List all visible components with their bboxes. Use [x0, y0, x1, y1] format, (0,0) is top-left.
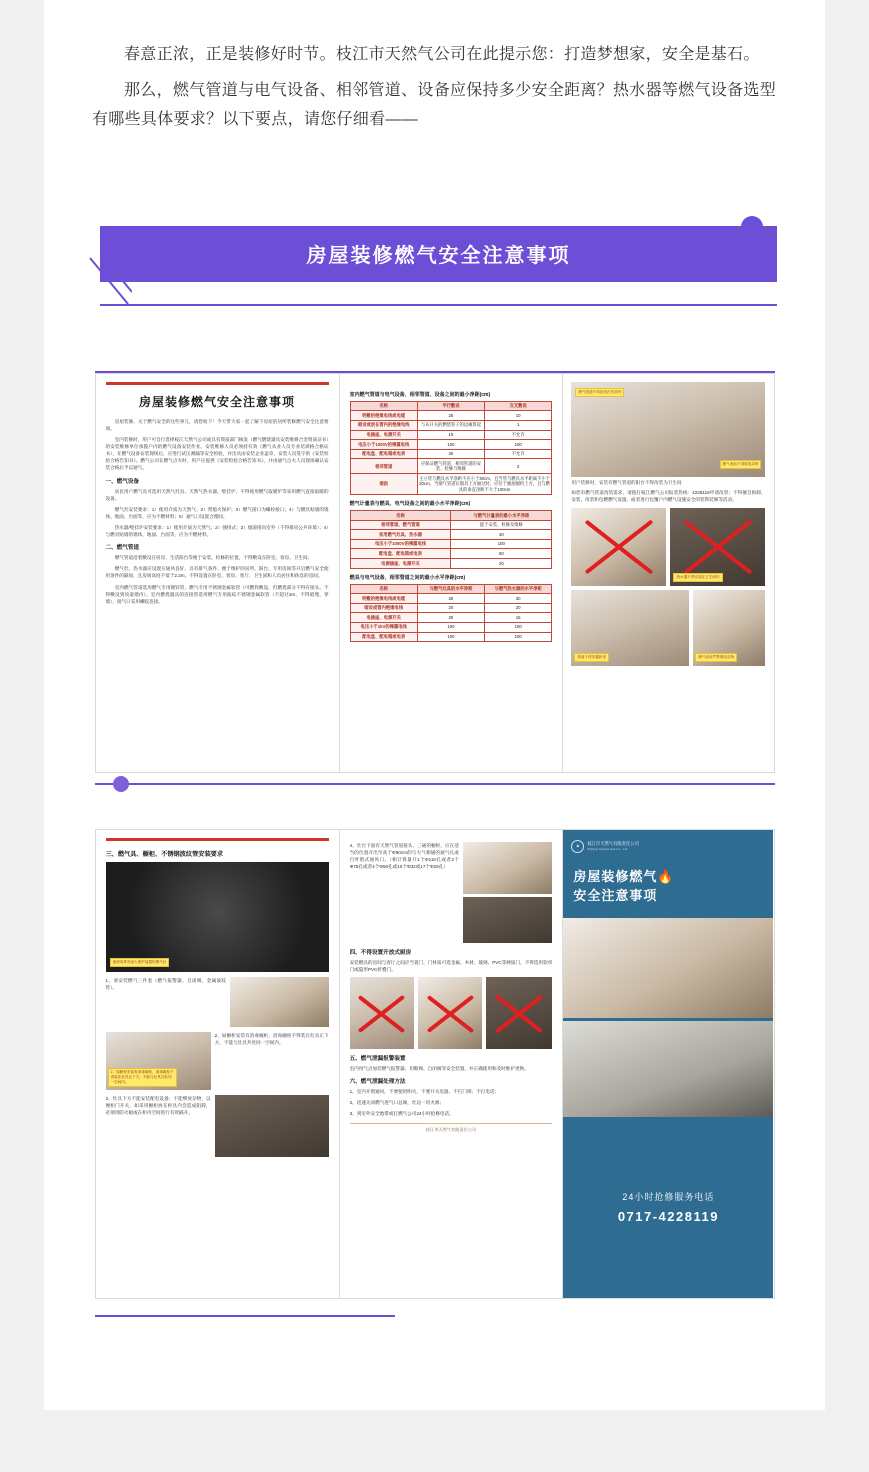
poster-section-heading: 二、燃气管道 [105, 545, 140, 552]
photo-vent-hole-1 [463, 842, 552, 894]
table-cell: 电压小于1000V的裸露电线 [350, 440, 417, 450]
table-cell: 暗设或放在管内的绝缘电线 [350, 420, 417, 430]
table-row [350, 440, 552, 450]
poster-item-text: 4、灶台下面有天然气管道接头、三通的橱柜，应在适当的位置开出至高于Φ90cm的与大气相通的通气孔或百叶窗式通风口。（相计算量开1个Φ110孔或者2个Φ75孔或者4个Φ50孔或10个Φ32或17个Φ25孔） [349, 842, 459, 870]
table-cell: 20 [485, 603, 552, 613]
table-cell: 明敷的绝缘电线或电缆 [350, 411, 417, 421]
brand-title [563, 857, 773, 918]
poster-bottom-column-text [340, 830, 564, 1298]
table-cell: 配电盘、配电箱或电表 [350, 549, 451, 559]
poster-top-column-tables [340, 374, 564, 772]
table-distances-pipe [350, 401, 553, 495]
table1-header-cell: 平行敷设 [417, 401, 484, 411]
poster-divider [95, 773, 775, 795]
poster-area [95, 371, 775, 1317]
flame-accent-icon: 🔥 [657, 868, 675, 884]
table-row [350, 559, 552, 569]
table-cell: 25 [417, 411, 484, 421]
brand-title-line2: 安全注意事项 [573, 888, 658, 904]
photo-tag: 燃气管道不得封闭在吊顶内 [575, 388, 624, 397]
table1-caption: 室内燃气管道与电气设备、相邻管道、设备之间的最小净距(cm) [349, 391, 491, 398]
table-cell: 主立管与燃具水平净距不应小于30cm，且当管与燃具水平距离不小于20cm，当烟气管道在烟具上方通过时，应位于抽油烟机上方，且与燃具的垂直净距不大于100cm [417, 474, 552, 495]
poster-top-column-text [96, 374, 340, 772]
table-cell: 暗设或管内绝缘电线 [350, 603, 417, 613]
company-logo [571, 840, 765, 853]
photo-kitchen-fridge [563, 1021, 773, 1117]
table-row [350, 549, 552, 559]
forbidden-cross-icon [571, 508, 666, 586]
banner-slash-decoration [88, 256, 132, 308]
article-sheet [44, 0, 825, 1410]
table-cell: 30 [417, 449, 484, 459]
intro-section [44, 0, 825, 171]
table-cell: 100 [451, 539, 552, 549]
table-row [350, 420, 552, 430]
photo-tag: 2、如橱柜安装有消毒碗柜，消毒碗柜不得装在灶具正下方，不能与灶具共处同一空间内。 [108, 1068, 177, 1087]
table3-header-cell: 与燃气热水器的水平净距 [485, 584, 552, 594]
photo-tag: 燃气表前严禁堆放杂物 [695, 653, 737, 662]
poster-para: 居民用户燃气具可选用天然气灶具、天然气热水器、壁挂炉，不得使用燃气取暖炉等采用燃气直接取暖的设备。 [105, 488, 329, 501]
poster-top-column-photos [563, 374, 773, 772]
photo-caption-text: 如您有燃气管道改装需求，请拨打枝江燃气公司报装热线：4228119申请改管；不得擅自拆卸、安装、改装和包燃燃气设施，或者进行包覆户内燃气设施安全的装饰装修等活动。 [571, 489, 766, 502]
table-cell: 100 [485, 440, 552, 450]
table-row [350, 539, 552, 549]
table-cell: 与从开关的燃烧管子的边缘算起 [417, 420, 484, 430]
poster-item-text: 3、到室外安全地带或打燃气公司24小时抢修电话。 [349, 1111, 454, 1117]
photo-tag: 管道不得穿越卧室 [574, 653, 609, 662]
red-rule [106, 838, 329, 841]
table-cell: 烟囱 [350, 474, 417, 495]
table-cell: 电插座、电源开关 [350, 613, 417, 623]
table-row [350, 622, 552, 632]
forbidden-cross-icon [350, 977, 414, 1049]
table-cell: 不允许 [485, 449, 552, 459]
company-name-en: Zhijiang Natural Gas Co., Ltd. [587, 847, 629, 852]
poster-middle-rule [95, 783, 775, 785]
divider-dot-decoration [113, 776, 129, 792]
table-cell: 100 [417, 622, 484, 632]
table-cell: 30 [417, 594, 484, 604]
photo-gas-stove [106, 862, 329, 972]
poster-item-text: 室内用气点加装燃气报警器、切断阀、自闭阀等安全装置，并正确使用和及时维护更换。 [349, 1066, 529, 1071]
poster-section-heading: 四、不得设置开放式厨房 [349, 949, 412, 956]
poster-section-heading: 三、燃气具、橱柜、不锈钢波纹管安装要求 [105, 850, 224, 858]
table-row [350, 613, 552, 623]
poster-bottom [95, 829, 775, 1299]
poster-para: 室内装修时，用户可自行选择枝江天然气公司或具有资质部门核发（燃气燃烧器具安装维修合金资质证书）的安装维修单位承揽户内的燃气设备安装作业。安装维修人员必须持有效（燃气从业人员专业培训格合格证书），在燃气设备安装现场后，应进行试压测漏等安全检验，并出具由安装企业盖章、安装人员签字的《安装检验合格告知书》。燃气公司在燃气点火时，用户应提供《安装检验合格告知书》，并由通气点火人员现场确认安装合格后予以通气。 [105, 437, 329, 471]
forbidden-cross-icon [486, 977, 552, 1049]
photo-wrong-enclosed-pipe [571, 508, 666, 586]
hotline-label: 24小时抢修服务电话 [622, 1192, 715, 1203]
photo-tag: 燃气表前不得堆放杂物 [720, 460, 762, 469]
table-cell: 50 [451, 549, 552, 559]
poster-para: 燃气管道沿着敷设在居房、生活阳台等便于安装、检修的位置，不得敷设在卧室、客房、卫生间。 [114, 555, 313, 561]
poster-item-text: 1、室内开窗通风，不要使用明火，不要开关电器、不打门锁；不打电话； [349, 1089, 500, 1095]
table3-caption: 燃具与电气设备、相邻管道之间的最小水平净距(cm) [349, 574, 466, 581]
table-row [350, 430, 552, 440]
table3-header-cell: 与燃气灶具的水平净距 [417, 584, 484, 594]
table-cell: 100 [417, 440, 484, 450]
red-rule [106, 382, 329, 385]
table-cell: 100 [417, 632, 484, 642]
poster-top [95, 373, 775, 773]
table-cell: 相邻管道、燃气管道 [350, 520, 451, 530]
poster-bottom-brand-panel [563, 830, 773, 1298]
table-row [350, 632, 552, 642]
table-cell: 电压小于1kV的裸露电线 [350, 622, 417, 632]
table-cell: 30 [485, 594, 552, 604]
table1-header-cell: 名称 [350, 401, 417, 411]
company-name-block [587, 841, 639, 852]
hotline-block [563, 1117, 773, 1298]
poster-item-text: 安装燃具的房间与客厅之间应当置门，门材质可选金属、木材、玻璃、PVC等硬质门，不得选用软帘门或隐形PVC折叠门。 [349, 959, 553, 972]
banner-dot-decoration [741, 216, 763, 238]
section-banner [44, 226, 825, 321]
table-cell: 应保证燃气管道、相邻管道的安装、检修与维修 [417, 459, 484, 474]
table-cell: 配电盘、配电箱或电表 [350, 632, 417, 642]
brand-header [563, 830, 773, 857]
table1-header-cell: 交叉敷设 [485, 401, 552, 411]
photo-under-stove-cabinet [215, 1095, 329, 1157]
photo-open-kitchen-3 [486, 977, 552, 1049]
brand-title-line1: 房屋装修燃气 [573, 868, 658, 884]
photo-wrong-bathroom-heater [670, 508, 765, 586]
table-cell: 电插座、电源开关 [350, 430, 417, 440]
photo-tag: 请使用带有涂火保护装置的燃气灶 [110, 958, 170, 967]
intro-paragraph-1: 春意正浓，正是装修好时节。枝江市天然气公司在此提示您：打造梦想家，安全是基石。 [124, 46, 760, 63]
table-row [350, 603, 552, 613]
table-distances-meter [350, 510, 553, 568]
photo-wrong-meter-clutter [693, 590, 765, 666]
table-cell: 相邻管道 [350, 459, 417, 474]
table-row [350, 474, 552, 495]
table-row [350, 530, 552, 540]
table-cell: 30 [417, 613, 484, 623]
banner-underline-decoration [100, 304, 777, 306]
table2-header-cell: 名称 [350, 511, 451, 521]
hotline-number: 0717-4228119 [617, 1209, 719, 1225]
table-cell: 明敷的绝缘电线或电缆 [350, 594, 417, 604]
poster-section-heading: 一、燃气设备 [105, 478, 140, 485]
poster-bottom-rule [95, 1315, 395, 1317]
banner-bar [100, 226, 777, 282]
table-cell: 30 [451, 530, 552, 540]
photo-modern-kitchen [563, 918, 773, 1018]
table-cell: 100 [485, 622, 552, 632]
photo-caption-title: 用户装修时，安装有燃气管道的阳台不得改装为卫生间 [571, 479, 682, 485]
photo-open-kitchen-1 [350, 977, 414, 1049]
poster-item-text: 2、如橱柜安装有消毒碗柜，消毒碗柜不得装在灶具正下方，不能与灶具共处同一空间内。 [214, 1032, 329, 1045]
table-cell: 家用燃气灶具、热水器 [350, 530, 451, 540]
flame-logo-icon: ▲ [571, 840, 584, 853]
table-cell: 15 [485, 613, 552, 623]
poster-section-heading: 五、燃气泄漏报警装置 [349, 1056, 406, 1062]
poster-item-text: 3、灶具下方不能安装配电设备；不能绑放杂物，以便柜门开关，如采用橱柜放在柜具内会造成阻碍，必须用防火板或在柜内空间进行有效隔开。 [105, 1095, 211, 1115]
table-cell: 2 [485, 459, 552, 474]
poster-item-text: 2、迅速关闭燃气进气口总阀，灶边一切火源； [349, 1100, 445, 1106]
poster-para: 燃气灶、热水器应设置在通风良好、具有排气条件、便于维护的居所，阳台、专用房间等开启燃气安全使用条件的隔间，且房间高度不低于2.2m，不得设置在卧室、客房、客厅、卫生间和人员居住和休息的房间。 [105, 566, 329, 579]
table2-caption: 燃气计量表与燃具、电气设备之间的最小水平净距(cm) [349, 501, 471, 508]
table-cell: 电压小于1000V的裸露电线 [350, 539, 451, 549]
company-name: 枝江市天然气有限责任公司 [587, 840, 639, 846]
poster-top-rule [95, 371, 775, 373]
poster-item-text: 1、请安装燃气三件套（燃气报警器、自闭阀、金属波纹管）。 [105, 977, 226, 990]
poster-footer-company: 枝江市天然气有限责任公司 [350, 1123, 553, 1133]
table3-header-cell: 名称 [350, 584, 417, 594]
photo-tag: 热水器不得安装在卫生间内 [673, 573, 722, 582]
table-row [350, 520, 552, 530]
banner-title: 房屋装修燃气安全注意事项 [306, 245, 571, 268]
table-distances-appliance [350, 584, 553, 642]
table-row [350, 594, 552, 604]
table-row [350, 449, 552, 459]
table-cell: 不允许 [485, 430, 552, 440]
table-row [350, 459, 552, 474]
poster-doc-title: 房屋装修燃气安全注意事项 [139, 394, 296, 409]
table-cell: 15 [417, 430, 484, 440]
photo-open-kitchen-2 [418, 977, 482, 1049]
poster-para: 热水器/壁挂炉安装要求：1）使用介质为天然气；2）强排式；3）烟道排向室外（不得排向公共环境）；4）与燃具贴墙的墙体、地面、台面等，应为不燃材料。 [105, 524, 329, 538]
table-cell: 配电盘、配电箱或电表 [350, 449, 417, 459]
poster-para: 房屋装修，关于燃气安全的这些事儿，请您收下！今天带大家一起了解下房屋的居所装修燃气安全注意要项。 [105, 418, 329, 431]
photo-disinfection-cabinet [106, 1032, 211, 1090]
forbidden-cross-icon [418, 977, 482, 1049]
photo-wrong-bedroom-pipe [571, 590, 689, 666]
table-cell: 能于安装、检修及维修 [451, 520, 552, 530]
poster-para: 燃气灶安装要求：1）使用介质为天然气；2）带熄火保护；3）燃气接口为螺栓接口；4）与燃具贴墙的墙体、地面、台面等，应为不燃材料；5）通气口设置合理间。 [105, 506, 329, 519]
poster-para: 室内燃气管道选用燃气专用镀锌管、燃气专用不锈钢金属软管（可燃焊敷设，但燃烧部分不得有接头、不得敷设到顶道墙内）。室内燃烧器具的连接管选用燃气专用波纹不锈钢金属软管（不超过2m、不得暗埋、穿墙），接气口采用螺纹连接。 [105, 584, 329, 604]
intro-paragraph-2: 那么，燃气管道与电气设备、相邻管道、设备应保持多少安全距离？热水器等燃气设备选型有哪些具体要求？以下要点，请您仔细看—— [92, 81, 777, 129]
photo-vent-hole-2 [463, 897, 552, 943]
poster-bottom-column-appliances [96, 830, 340, 1298]
table-cell: 20 [417, 603, 484, 613]
photo-kitchen-correct [571, 382, 765, 477]
table-cell: 电源插座、电源开关 [350, 559, 451, 569]
table-cell: 100 [485, 632, 552, 642]
poster-section-heading: 六、燃气泄漏处理方法 [349, 1079, 406, 1086]
table-cell: 10 [485, 411, 552, 421]
table-cell: 20 [451, 559, 552, 569]
table-cell: 1 [485, 420, 552, 430]
table-row [350, 411, 552, 421]
table2-header-cell: 与燃气计量表的最小水平净距 [451, 511, 552, 521]
photo-gas-three-piece-set [230, 977, 329, 1027]
